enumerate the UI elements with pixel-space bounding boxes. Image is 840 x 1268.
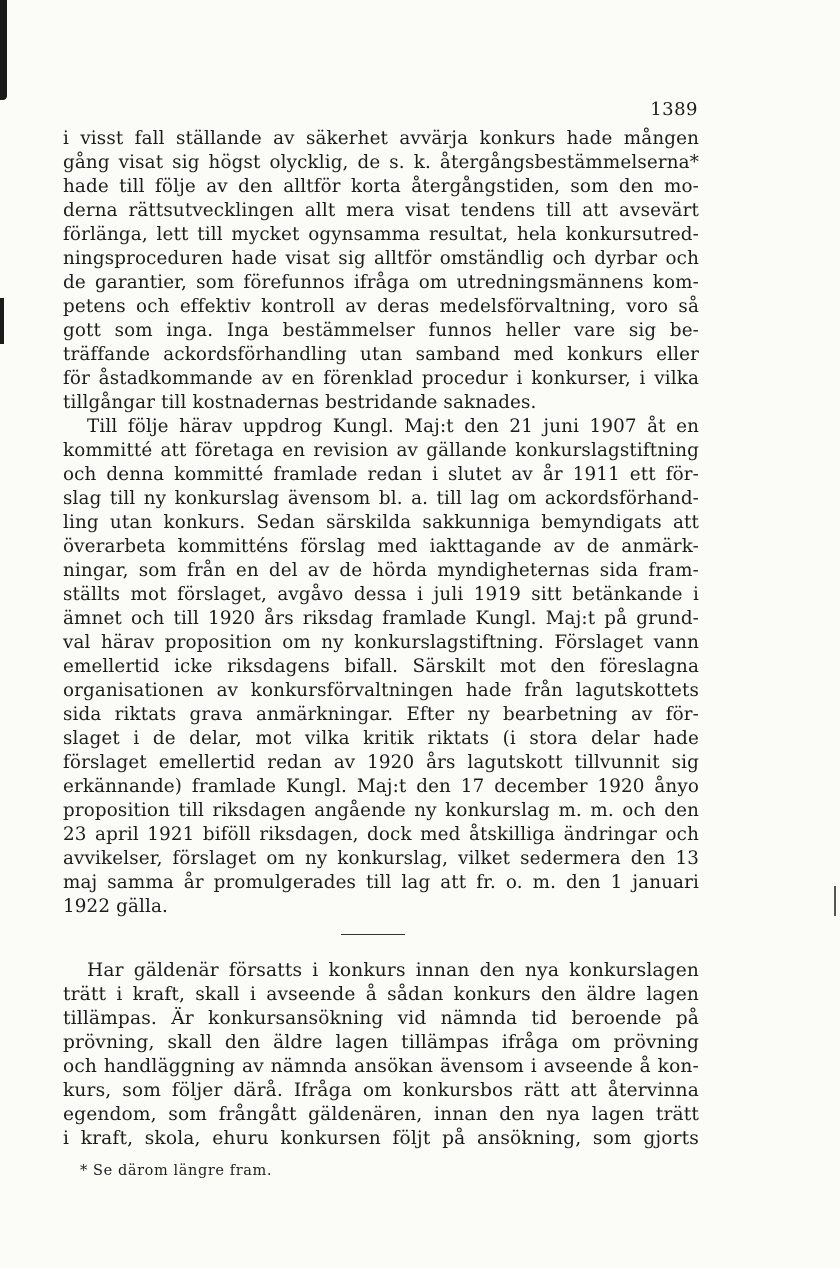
text-line: ling utan konkurs. Sedan särskilda sakkunniga bemyndigats att xyxy=(63,512,699,533)
text-line: i visst fall ställande av säkerhet avvärja konkurs hade mången xyxy=(63,128,699,149)
text-line: hade till följe av den alltför korta återgångstiden, som den mo- xyxy=(63,176,699,197)
page-number: 1389 xyxy=(650,99,698,120)
text-line: ningsproceduren hade visat sig alltför omständlig och dyrbar och xyxy=(63,248,699,269)
text-line: för åstadkommande av en förenklad procedur i konkurser, i vilka xyxy=(63,368,699,389)
text-line: och handläggning av nämnda ansökan ävensom i avseende å kon- xyxy=(63,1056,699,1077)
text-line: 1922 gälla. xyxy=(63,896,168,917)
text-line: proposition till riksdagen angående ny konkurslag m. m. och den xyxy=(63,800,699,821)
text-line: kommitté att företaga en revision av gällande konkurslagstiftning xyxy=(63,440,699,461)
text-line: ämnet och till 1920 års riksdag framlade Kungl. Maj:t på grund- xyxy=(63,608,699,629)
text-line: slag till ny konkurslag ävensom bl. a. till lag om ackordsförhand- xyxy=(63,488,699,509)
text-line: gott som inga. Inga bestämmelser funnos heller vare sig be- xyxy=(63,320,699,341)
text-line: egendom, som frångått gäldenären, innan den nya lagen trätt xyxy=(63,1104,699,1125)
text-line: de garantier, som förefunnos ifråga om utredningsmännens kom- xyxy=(63,272,699,293)
text-line: tillämpas. Är konkursansökning vid nämnda tid beroende på xyxy=(63,1008,699,1029)
text-line: ställts mot förslaget, avgåvo dessa i juli 1919 sitt betänkande i xyxy=(63,584,699,605)
text-line: avvikelser, förslaget om ny konkurslag, vilket sedermera den 13 xyxy=(63,848,699,869)
text-line: organisationen av konkursförvaltningen hade från lagutskottets xyxy=(63,680,699,701)
text-line: slaget i de delar, mot vilka kritik riktats (i stora delar hade xyxy=(63,728,699,749)
text-line: val härav proposition om ny konkurslagstiftning. Förslaget vann xyxy=(63,632,699,653)
text-line: prövning, skall den äldre lagen tillämpas ifråga om prövning xyxy=(63,1032,699,1053)
text-line: emellertid icke riksdagens bifall. Särskilt mot den föreslagna xyxy=(63,656,699,677)
footnote: * Se därom längre fram. xyxy=(80,1163,273,1179)
text-line: förslaget emellertid redan av 1920 års lagutskott tillvunnit sig xyxy=(63,752,699,773)
text-line: trätt i kraft, skall i avseende å sådan konkurs den äldre lagen xyxy=(63,984,699,1005)
text-line: i kraft, skola, ehuru konkursen följt på ansökning, som gjorts xyxy=(63,1128,699,1149)
text-line: kurs, som följer därå. Ifråga om konkursbos rätt att återvinna xyxy=(63,1080,699,1101)
text-line: överarbeta kommitténs förslag med iakttagande av de anmärk- xyxy=(63,536,699,557)
text-line: petens och effektiv kontroll av deras medelsförvaltning, voro så xyxy=(63,296,699,317)
text-line: tillgångar till kostnadernas bestridande saknades. xyxy=(63,392,537,413)
binding-edge-mark-middle xyxy=(0,298,4,344)
text-line: erkännande) framlade Kungl. Maj:t den 17 december 1920 ånyo xyxy=(63,776,699,797)
text-line: sida riktats grava anmärkningar. Efter ny bearbetning av för- xyxy=(63,704,699,725)
text-line: ningar, som från en del av de hörda myndigheternas sida fram- xyxy=(63,560,699,581)
text-line: Har gäldenär försatts i konkurs innan den nya konkurslagen xyxy=(87,960,699,981)
text-line: och denna kommitté framlade redan i slutet av år 1911 ett för- xyxy=(63,464,699,485)
text-line: träffande ackordsförhandling utan samband med konkurs eller xyxy=(63,344,699,365)
binding-edge-mark xyxy=(0,0,7,100)
text-line: Till följe härav uppdrog Kungl. Maj:t den 21 juni 1907 åt en xyxy=(87,416,699,437)
text-line: derna rättsutvecklingen allt mera visat tendens till att avsevärt xyxy=(63,200,699,221)
text-line: förlänga, lett till mycket ogynsamma resultat, hela konkursutred- xyxy=(63,224,699,245)
section-divider xyxy=(341,934,405,935)
text-line: maj samma år promulgerades till lag att fr. o. m. den 1 januari xyxy=(63,872,699,893)
right-edge-mark xyxy=(834,886,836,916)
text-line: gång visat sig högst olycklig, de s. k. återgångsbestämmelserna* xyxy=(63,152,699,173)
text-line: 23 april 1921 biföll riksdagen, dock med åtskilliga ändringar och xyxy=(63,824,699,845)
